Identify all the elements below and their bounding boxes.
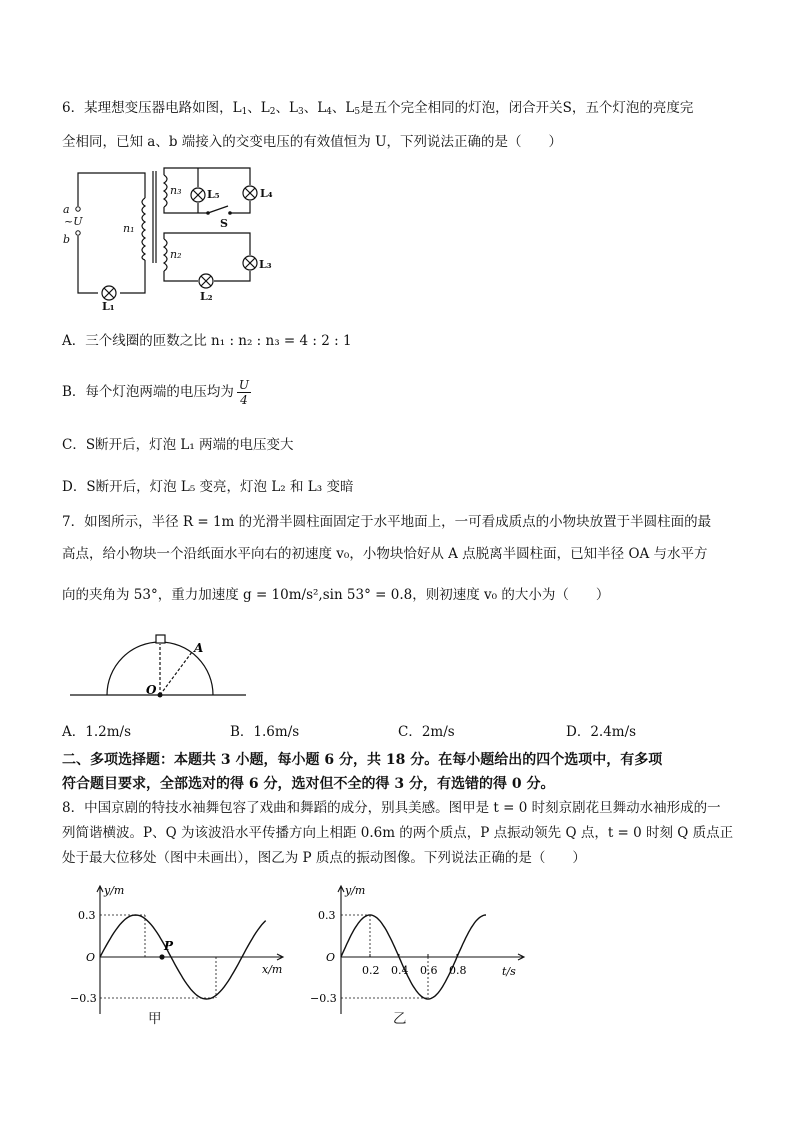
transformer-circuit-figure bbox=[60, 163, 290, 313]
q6-option-b-text: B．每个灯泡两端的电压均为 bbox=[62, 384, 234, 400]
fraction-U-over-4 bbox=[237, 378, 251, 407]
label-b: b bbox=[63, 233, 71, 246]
q6-option-a: A．三个线圈的匝数之比 n₁ : n₂ : n₃ = 4 : 2 : 1 bbox=[62, 333, 352, 349]
q7-option-c: C．2m/s bbox=[398, 724, 455, 740]
half-cylinder-figure bbox=[66, 628, 251, 703]
label-L5: L₅ bbox=[207, 188, 220, 201]
q8-line1: 8．中国京剧的特技水袖舞包容了戏曲和舞蹈的成分，别具美感。图甲是 t = 0 时刻京剧花旦舞动水袖形成的一 bbox=[62, 800, 721, 816]
yi-xtick-0.6: 0.6 bbox=[420, 964, 438, 977]
jia-ylabel: y/m bbox=[104, 884, 125, 897]
label-S: S bbox=[220, 217, 228, 230]
yi-ylabel: y/m bbox=[345, 884, 366, 897]
label-L3: L₃ bbox=[259, 258, 272, 271]
label-L1: L₁ bbox=[102, 300, 115, 313]
jia-ytick-neg0.3: −0.3 bbox=[70, 992, 97, 1005]
yi-ytick-0.3: 0.3 bbox=[318, 909, 336, 922]
jia-ytick-0.3: 0.3 bbox=[78, 909, 96, 922]
q6-option-d: D．S断开后，灯泡 L₅ 变亮，灯泡 L₂ 和 L₃ 变暗 bbox=[62, 479, 354, 495]
q6-line1: 6．某理想变压器电路如图，$L_1$、$L_2$、$L_3$、$L_4$、$L_5$是五个完全相同的灯泡，闭合开关S，五个灯泡的亮度完 bbox=[62, 100, 694, 117]
jia-origin: O bbox=[86, 951, 96, 964]
section2-heading-line1: 二、多项选择题：本题共 3 小题，每小题 6 分，共 18 分。在每小题给出的四个选项中，有多项 bbox=[62, 752, 663, 768]
label-O: O bbox=[146, 683, 157, 697]
q7-option-a: A．1.2m/s bbox=[62, 724, 131, 740]
q8-line2: 列简谐横波。P、Q 为该波沿水平传播方向上相距 0.6m 的两个质点，P 点振动领先 Q 点，t = 0 时刻 Q 质点正 bbox=[62, 825, 734, 841]
yi-xtick-0.2: 0.2 bbox=[362, 964, 380, 977]
label-a: a bbox=[63, 203, 70, 216]
chart-yi-caption: 乙 bbox=[393, 1011, 407, 1027]
q8-line3: 处于最大位移处（图中未画出），图乙为 P 质点的振动图像。下列说法正确的是（ ） bbox=[62, 850, 586, 866]
point-P bbox=[159, 954, 164, 959]
label-A: A bbox=[194, 641, 204, 655]
q7-line1: 7．如图所示，半径 R = 1m 的光滑半圆柱面固定于水平地面上，一可看成质点的小物块放置于半圆柱面的最 bbox=[62, 514, 712, 530]
q7-option-b: B．1.6m/s bbox=[230, 724, 300, 740]
yi-xtick-0.8: 0.8 bbox=[449, 964, 467, 977]
yi-xtick-0.4: 0.4 bbox=[391, 964, 409, 977]
label-n1: n₁ bbox=[123, 222, 135, 235]
q7-line3: 向的夹角为 53°，重力加速度 g = 10m/s²,sin 53° = 0.8，则初速度 v₀ 的大小为（ ） bbox=[62, 587, 610, 603]
frac-den: 4 bbox=[240, 393, 248, 407]
label-n3: n₃ bbox=[170, 184, 182, 197]
section2-heading-line2: 符合题目要求，全部选对的得 6 分，选对但不全的得 3 分，有选错的得 0 分。 bbox=[62, 776, 555, 792]
label-U: ~U bbox=[64, 215, 83, 228]
q6-option-b bbox=[62, 378, 251, 407]
chart-jia-caption: 甲 bbox=[148, 1011, 162, 1027]
q7-option-d: D．2.4m/s bbox=[566, 724, 637, 740]
label-L2: L₂ bbox=[200, 290, 213, 303]
vibration-chart-yi bbox=[310, 882, 534, 1022]
yi-origin: O bbox=[326, 951, 336, 964]
label-n2: n₂ bbox=[170, 248, 182, 261]
label-L4: L₄ bbox=[260, 187, 273, 200]
label-P: P bbox=[164, 939, 174, 953]
yi-ytick-neg0.3: −0.3 bbox=[310, 992, 337, 1005]
yi-xlabel: t/s bbox=[502, 965, 516, 978]
jia-xlabel: x/m bbox=[262, 963, 283, 976]
q6-line2: 全相同，已知 a、b 端接入的交变电压的有效值恒为 U，下列说法正确的是（ ） bbox=[62, 134, 562, 150]
q6-option-c: C．S断开后，灯泡 L₁ 两端的电压变大 bbox=[62, 437, 294, 453]
wave-chart-jia bbox=[70, 882, 293, 1022]
frac-num: U bbox=[238, 378, 250, 392]
q7-line2: 高点，给小物块一个沿纸面水平向右的初速度 v₀，小物块恰好从 A 点脱离半圆柱面，已知半径 OA 与水平方 bbox=[62, 546, 708, 562]
